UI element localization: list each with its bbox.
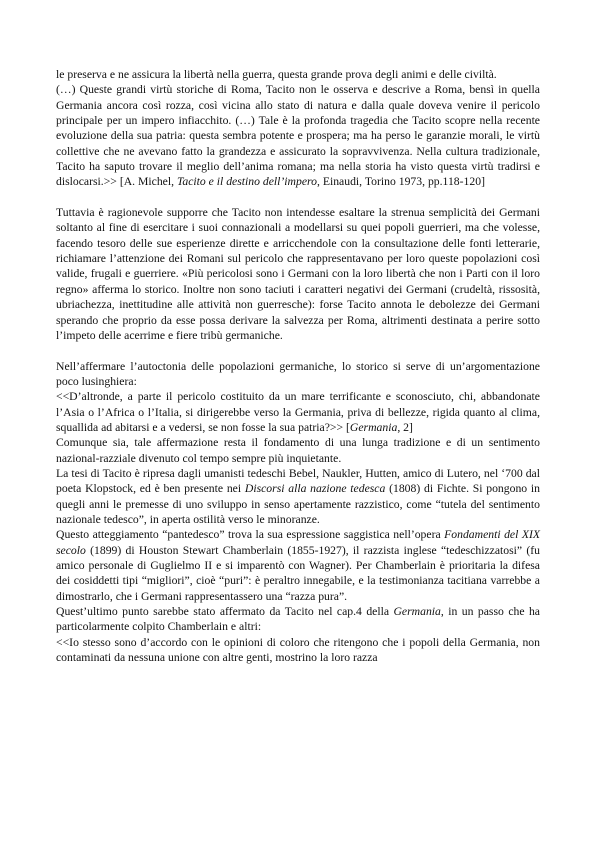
paragraph-germania-quote: <<D’altronde, a parte il pericolo costituito da un mare terrificante e sconosciuto, chi, abbandonate l’Asia o l’Africa o l’Italia, si dirigerebbe verso la Germania, priva di bellezze, rigida quanto al clima, squallida ad abitarsi e a vedersi, se non fosse la sua patria?>> [Germania, 2] bbox=[56, 390, 540, 434]
work-title: Fondamenti del XIX secolo bbox=[56, 528, 540, 557]
paragraph-autoctonia: Nell’affermare l’autoctonia delle popolazioni germaniche, lo storico si serve di un’argomentazione poco lusinghiera: bbox=[56, 359, 540, 388]
work-title: Germania bbox=[393, 605, 441, 619]
paragraph-ultimo-punto: Quest’ultimo punto sarebbe stato affermato da Tacito nel cap.4 della Germania, in un passo che ha particolarmente colpito Chamberlain e altri: bbox=[56, 605, 540, 634]
paragraph-michel-quote: (…) Queste grandi virtù storiche di Roma, Tacito non le osserva e descrive a Roma, bensì in quella Germania ancora così rozza, così vicina allo stato di natura e dalla quale doveva venire il pericolo principale per un impero infiacchito. (…) Tale è la profonda tragedia che Tacito scopre nella recente evoluzione della sua patria: questa sembra potente e prospera; ma ha perso le garanzie morali, le virtù collettive che ne avevano fatto la grandezza e assicurato la sopravvivenza. Nella cultura tradizionale, Tacito ha saputo trovare il meglio dell’anima romana; ma nella storia ha visto questa virtù tradirsi e dislocarsi.>> [A. Michel, Tacito e il destino dell’impero, Einaudi, Torino 1973, pp.118-120] bbox=[56, 83, 540, 189]
paragraph-io-stesso: <<Io stesso sono d’accordo con le opinioni di coloro che ritengono che i popoli della Germania, non contaminati da nessuna unione con altre genti, mostrino la loro razza bbox=[56, 635, 540, 665]
paragraph-1: le preserva e ne assicura la libertà nella guerra, questa grande prova degli animi e delle civiltà. bbox=[56, 68, 497, 81]
work-title: Germania bbox=[349, 420, 398, 434]
paragraph-tuttavia: Tuttavia è ragionevole supporre che Tacito non intendesse esaltare la strenua semplicità dei Germani soltanto al fine di esercitare i suoi connazionali a modellarsi su quei popoli guerrieri, ma che volesse, facendo tesoro delle sue esperienze dirette e arricchendole con la consultazione delle fonti letterarie, richiamare l’attenzione dei Romani sul pericolo che rappresentavano per loro queste popolazioni così valide, frugali e guerriere. «Più pericolosi sono i Germani con la loro libertà che non i Parti con il loro regno» afferma lo storico. Inoltre non sono taciuti i caratteri negativi dei Germani (crudeltà, rissosità, ubriachezza, inettitudine alle attività non guerresche): forse Tacito annota le debolezze dei Germani sperando che proprio da esse possa derivare la salvezza per Roma, altrimenti destinata a perire sotto l’impeto delle acerrime e fiere tribù germaniche. bbox=[56, 206, 540, 342]
body-text bbox=[56, 67, 540, 665]
paragraph-pantedesco: Questo atteggiamento “pantedesco” trova la sua espressione saggistica nell’opera Fondamenti del XIX secolo (1899) di Houston Stewart Chamberlain (1855-1927), il razzista inglese “tedeschizzatosi” (fu amico personale di Guglielmo II e si imparentò con Wagner). Per Chamberlain è prioritaria la difesa dei cosiddetti tipi “migliori”, cioè “puri”: è peraltro innegabile, e la testimonianza tacitiana varrebbe a dimostrarlo, che i Germani rappresentassero una “razza pura”. bbox=[56, 528, 540, 603]
paragraph-tesi: La tesi di Tacito è ripresa dagli umanisti tedeschi Bebel, Naukler, Hutten, amico di Lutero, nel ‘700 dal poeta Klopstock, ed è ben presente nei Discorsi alla nazione tedesca (1808) di Fichte. Si pongono in quegli anni le premesse di uno sviluppo in senso apertamente razzistico, come “tutela del sentimento nazionale tedesco”, in aperta ostilità verso le minoranze. bbox=[56, 466, 540, 526]
paragraph-comunque: Comunque sia, tale affermazione resta il fondamento di una lunga tradizione e di un sentimento nazional-razziale divenuto col tempo sempre più inquietante. bbox=[56, 436, 540, 465]
book-title: Tacito e il destino dell’impero bbox=[176, 175, 317, 189]
work-title: Discorsi alla nazione tedesca bbox=[244, 482, 386, 496]
paragraph-gap bbox=[56, 190, 540, 205]
paragraph-gap bbox=[56, 343, 540, 358]
